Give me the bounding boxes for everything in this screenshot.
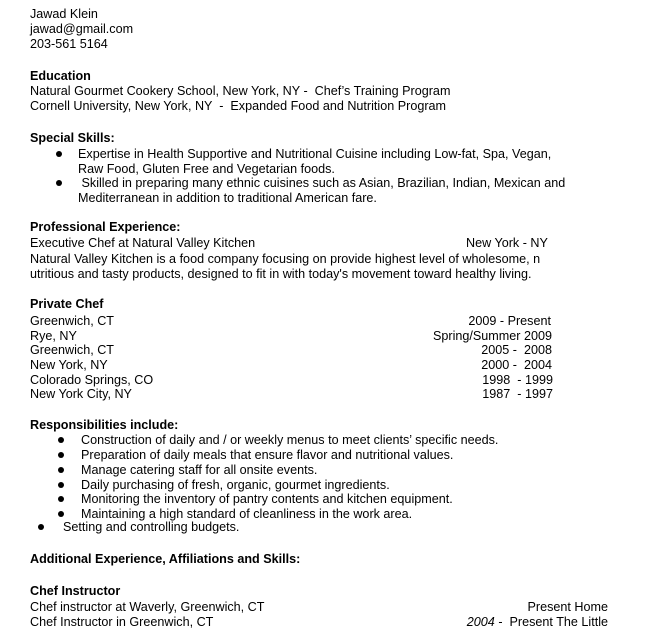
skill-item: Skilled in preparing many ethnic cuisines such as Asian, Brazilian, Indian, Mexican and (78, 176, 566, 190)
skill-item: Expertise in Health Supportive and Nutritional Cuisine including Low-fat, Spa, Vegan, (78, 147, 552, 161)
education-item: Cornell University, New York, NY - Expanded Food and Nutrition Program (30, 99, 447, 113)
responsibility-item: Construction of daily and / or weekly menus to meet clients’ specific needs. (81, 433, 499, 447)
contact-name: Jawad Klein (30, 7, 98, 21)
private-chef-place: Rye, NY (30, 329, 77, 343)
chef-instructor-year: 2004 (466, 615, 495, 629)
education-heading: Education (30, 69, 91, 83)
professional-description: Natural Valley Kitchen is a food company focusing on provide highest level of wholesome, n (30, 252, 541, 266)
education-item: Natural Gourmet Cookery School, New York, NY - Chef’s Training Program (30, 84, 451, 98)
bullet-icon (58, 482, 64, 488)
chef-instructor-entry: Chef instructor at Waverly, Greenwich, CT (30, 600, 265, 614)
bullet-icon (58, 511, 64, 517)
responsibilities-heading: Responsibilities include: (30, 418, 179, 432)
bullet-icon (58, 496, 64, 502)
private-chef-dates: 1998 - 1999 (482, 373, 553, 387)
chef-instructor-entry: Chef Instructor in Greenwich, CT (30, 615, 214, 629)
responsibility-item: Preparation of daily meals that ensure flavor and nutritional values. (81, 448, 454, 462)
private-chef-dates: 2005 - 2008 (481, 343, 552, 357)
private-chef-place: New York, NY (30, 358, 108, 372)
chef-instructor-heading: Chef Instructor (30, 584, 121, 598)
private-chef-dates: 2009 - Present (468, 314, 551, 328)
responsibility-item: Maintaining a high standard of cleanliness in the work area. (81, 507, 413, 521)
chef-instructor-right: Present Home (527, 600, 608, 614)
chef-instructor-right-text: - Present The Little (494, 615, 608, 629)
private-chef-heading: Private Chef (30, 297, 104, 311)
skill-item-continued: Raw Food, Gluten Free and Vegetarian foods. (78, 162, 335, 176)
contact-email: jawad@gmail.com (30, 22, 134, 36)
responsibility-item: Monitoring the inventory of pantry contents and kitchen equipment. (81, 492, 453, 506)
skill-item-continued: Mediterranean in addition to traditional American fare. (78, 191, 377, 205)
private-chef-dates: 2000 - 2004 (481, 358, 552, 372)
responsibility-item: Daily purchasing of fresh, organic, gourmet ingredients. (81, 478, 390, 492)
contact-phone: 203-561 5164 (30, 37, 108, 51)
bullet-icon (58, 437, 64, 443)
private-chef-dates: 1987 - 1997 (482, 387, 553, 401)
private-chef-place: Colorado Springs, CO (30, 373, 154, 387)
private-chef-place: Greenwich, CT (30, 343, 114, 357)
special-skills-heading: Special Skills: (30, 131, 115, 145)
professional-role: Executive Chef at Natural Valley Kitchen (30, 236, 256, 250)
private-chef-dates: Spring/Summer 2009 (432, 329, 552, 343)
professional-description-continued: utritious and tasty products, designed to fit in with today's movement toward healthy living. (30, 267, 532, 281)
bullet-icon (38, 524, 44, 530)
bullet-icon (56, 180, 62, 186)
bullet-icon (58, 452, 64, 458)
private-chef-place: New York City, NY (30, 387, 132, 401)
bullet-icon (58, 467, 64, 473)
professional-heading: Professional Experience: (30, 220, 181, 234)
responsibility-item: Manage catering staff for all onsite events. (81, 463, 318, 477)
additional-heading: Additional Experience, Affiliations and Skills: (30, 552, 301, 566)
chef-instructor-right (467, 615, 608, 630)
professional-location: New York - NY (466, 236, 548, 250)
bullet-icon (56, 151, 62, 157)
private-chef-place: Greenwich, CT (30, 314, 114, 328)
responsibility-item: Setting and controlling budgets. (63, 520, 240, 534)
